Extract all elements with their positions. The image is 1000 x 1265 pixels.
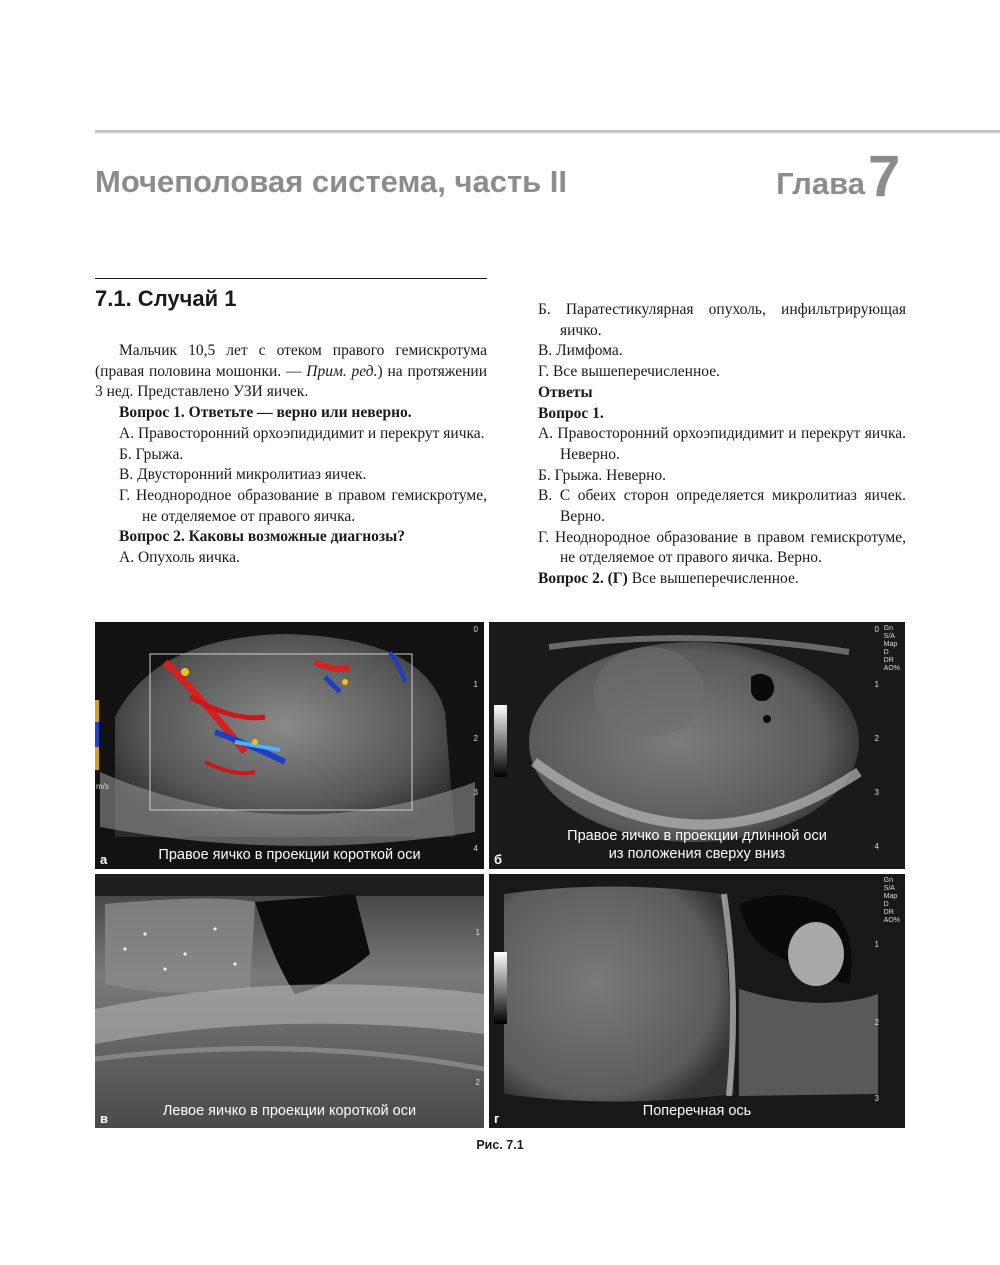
answer-2-text: Все вышеперечисленное. xyxy=(627,570,799,588)
answer-2-label: Вопрос 2. (Г) xyxy=(538,570,628,588)
ultrasound-image-a xyxy=(95,622,484,869)
depth-mark-1: 1 xyxy=(475,928,480,937)
depth-mark-4: 4 xyxy=(473,844,478,853)
question-1-option-b: Б. Грыжа. xyxy=(119,445,184,463)
depth-mark-2: 2 xyxy=(874,734,879,743)
answer-1-option-b: Б. Грыжа. Неверно. xyxy=(538,466,666,484)
question-1-option-g: Г. Неоднородное образование в правом гемискротуме, не отделяемое от правого яичка. xyxy=(119,486,487,525)
section-heading: 7.1. Случай 1 xyxy=(95,286,237,311)
depth-mark-1: 1 xyxy=(473,680,478,689)
case-intro xyxy=(95,341,487,403)
depth-mark-1: 1 xyxy=(874,940,879,949)
answer-1-heading: Вопрос 1. xyxy=(538,404,604,422)
question-2: Вопрос 2. Каковы возможные диагнозы? xyxy=(119,528,405,546)
question-2-option-g: Г. Все вышеперечисленное. xyxy=(538,363,720,381)
question-1: Вопрос 1. Ответьте — верно или неверно. xyxy=(119,404,412,422)
panel-a-caption: Правое яичко в проекции короткой оси xyxy=(158,847,421,863)
question-2-option-a: А. Опухоль яичка. xyxy=(119,549,240,567)
section-rule xyxy=(95,278,487,279)
panel-b-letter: б xyxy=(494,852,503,867)
ultrasound-panel-g xyxy=(489,874,905,1128)
question-1-option-v: В. Двусторонний микролитиаз яичек. xyxy=(119,466,367,484)
scanner-settings xyxy=(884,877,900,925)
depth-mark-3: 3 xyxy=(473,788,478,797)
chapter-number: 7 xyxy=(868,144,901,209)
setting-map: Map xyxy=(883,641,898,648)
chapter-title: Мочеполовая система, часть II xyxy=(95,164,568,199)
depth-mark-2: 2 xyxy=(475,1078,480,1087)
setting-dr: DR xyxy=(883,657,894,664)
setting-gain: Gn xyxy=(883,877,893,884)
setting-ao: AO% xyxy=(883,665,900,672)
left-column xyxy=(95,341,487,569)
intro-text-end: ) на протяжении 3 нед. Представлено УЗИ яичек. xyxy=(95,362,488,401)
ultrasound-image-v xyxy=(95,874,484,1128)
panel-v-letter: в xyxy=(100,1111,108,1126)
answer-1-option-g: Г. Неоднородное образование в правом гемискротуме, не отделяемое от правого яичка. Верно. xyxy=(538,528,906,567)
depth-mark-0: 0 xyxy=(874,625,879,634)
right-column xyxy=(538,300,906,590)
setting-gain: Gn xyxy=(883,625,893,632)
setting-dr: DR xyxy=(883,909,894,916)
panel-b-caption xyxy=(489,827,905,863)
depth-mark-4: 4 xyxy=(874,842,879,851)
ultrasound-panel-b xyxy=(489,622,905,869)
depth-mark-0: 0 xyxy=(473,625,478,634)
setting-d: D xyxy=(883,901,889,908)
question-1-option-a: А. Правосторонний орхоэпидидимит и перекрут яичка. xyxy=(119,424,485,442)
depth-mark-3: 3 xyxy=(874,1094,879,1103)
intro-text: Мальчик 10,5 лет с отеком правого гемискротума (правая половина мошонки. — xyxy=(95,342,487,380)
question-2-option-b: Б. Паратестикулярная опухоль, инфильтрирующая яичко. xyxy=(538,301,906,339)
panel-a-letter: а xyxy=(100,852,108,867)
depth-mark-1: 1 xyxy=(874,680,879,689)
question-2-option-v: В. Лимфома. xyxy=(538,342,623,360)
editor-note: Прим. ред. xyxy=(306,362,378,380)
setting-sa: S/A xyxy=(883,633,895,640)
panel-b-caption-line-2: из положения сверху вниз xyxy=(608,846,786,862)
depth-mark-2: 2 xyxy=(473,734,478,743)
scanner-settings xyxy=(884,625,900,673)
depth-mark-2: 2 xyxy=(874,1018,879,1027)
velocity-unit: m/s xyxy=(96,782,109,791)
header-rule xyxy=(95,130,1000,133)
depth-mark-3: 3 xyxy=(874,788,879,797)
answer-1-option-a: А. Правосторонний орхоэпидидимит и перекрут яичка. Неверно. xyxy=(538,425,906,463)
setting-map: Map xyxy=(883,893,898,900)
ultrasound-image-g xyxy=(489,874,905,1128)
setting-sa: S/A xyxy=(883,885,895,892)
panel-b-caption-line-1: Правое яичко в проекции длинной оси xyxy=(567,828,827,844)
figure-caption: Рис. 7.1 xyxy=(476,1138,524,1152)
setting-ao: AO% xyxy=(883,917,900,924)
ultrasound-panel-a xyxy=(95,622,484,869)
panel-v-caption: Левое яичко в проекции короткой оси xyxy=(162,1103,417,1119)
panel-g-caption: Поперечная ось xyxy=(642,1103,752,1119)
chapter-label: Глава xyxy=(776,166,865,201)
answer-2 xyxy=(538,569,906,590)
answers-heading: Ответы xyxy=(538,383,593,401)
setting-d: D xyxy=(883,649,889,656)
panel-g-letter: г xyxy=(494,1111,500,1126)
ultrasound-panel-v xyxy=(95,874,484,1128)
answer-1-option-v: В. С обеих сторон определяется микролитиаз яичек. Верно. xyxy=(538,487,906,526)
